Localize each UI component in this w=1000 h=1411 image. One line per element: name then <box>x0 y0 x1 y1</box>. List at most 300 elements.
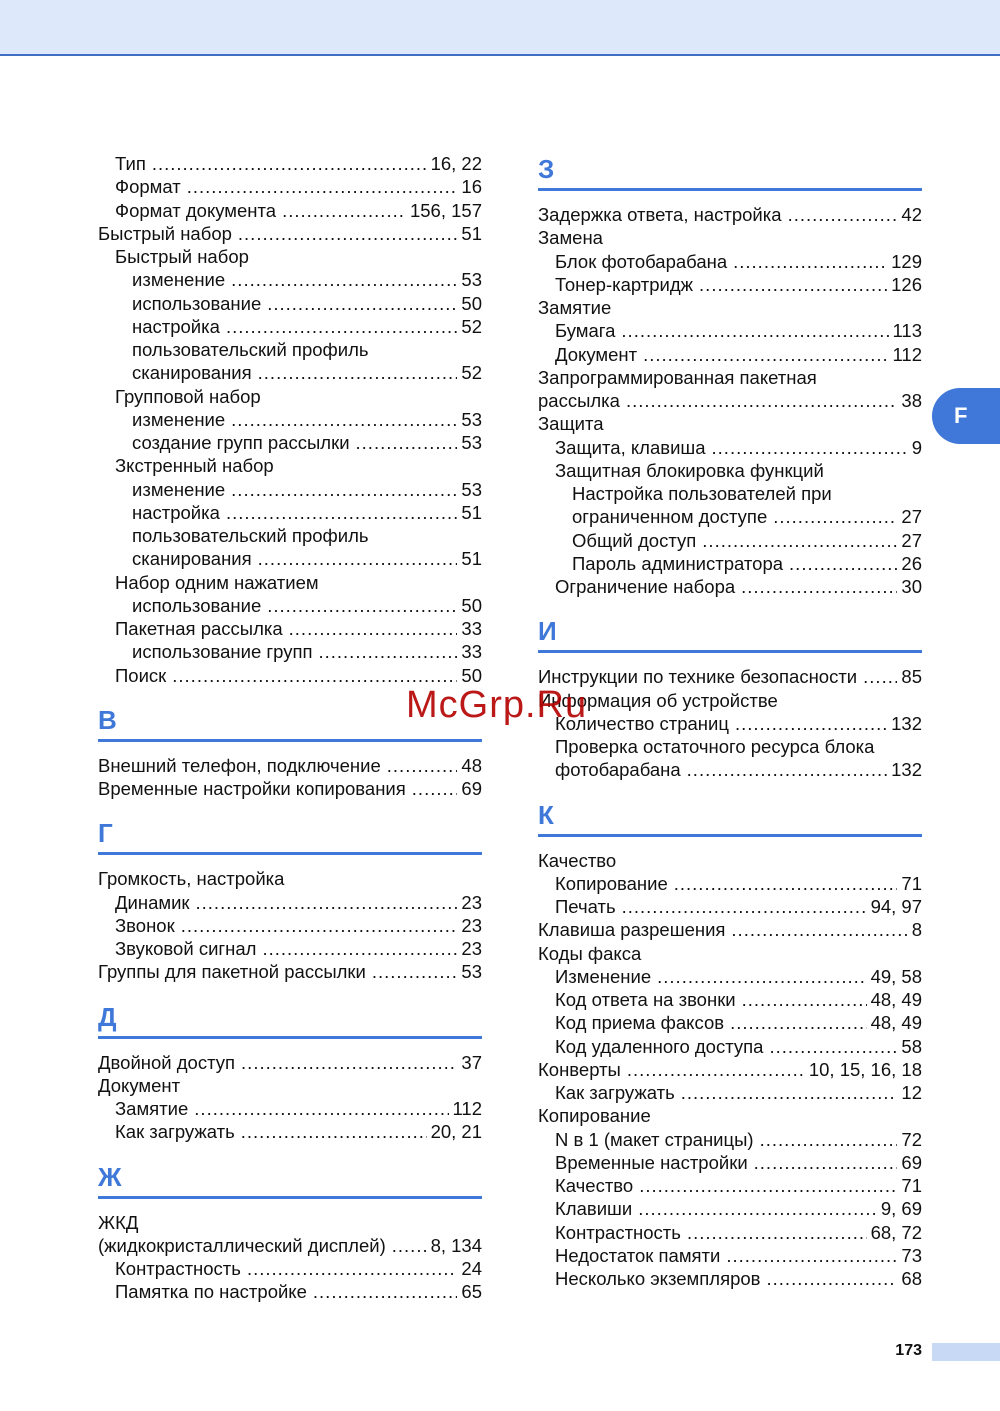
index-entry <box>538 482 922 505</box>
index-entry <box>538 758 922 781</box>
entry-page-ref[interactable]: 52 <box>461 315 482 337</box>
index-entry <box>538 575 922 598</box>
index-entry <box>98 640 482 663</box>
entry-page-ref[interactable]: 69 <box>461 778 482 799</box>
entry-page-ref[interactable]: 9, 69 <box>880 1198 922 1220</box>
dot-leader <box>863 665 897 688</box>
index-entry <box>538 250 922 273</box>
entry-page-ref[interactable]: 126 <box>891 273 922 295</box>
index-entry <box>538 1104 922 1127</box>
entry-page-ref[interactable]: 53 <box>461 432 482 453</box>
dot-leader <box>187 175 458 198</box>
entry-page-ref[interactable]: 129 <box>891 250 922 272</box>
index-continuation <box>98 152 482 687</box>
entry-term: Клавиши <box>555 1198 633 1220</box>
dot-leader <box>226 315 457 338</box>
entry-term: Групповой набор <box>115 385 261 407</box>
entry-term: Код ответа на звонки <box>555 989 736 1010</box>
index-section <box>538 782 922 1291</box>
entry-term: Формат <box>115 176 181 198</box>
chapter-tab[interactable]: F <box>932 388 1000 444</box>
index-entry <box>98 1051 482 1074</box>
entry-term: изменение <box>132 478 226 500</box>
index-entry <box>98 891 482 914</box>
index-entry <box>98 914 482 937</box>
entry-page-ref[interactable]: 73 <box>901 1244 922 1266</box>
entry-page-ref[interactable]: 72 <box>901 1128 922 1150</box>
entry-term: Общий доступ <box>572 529 697 551</box>
entry-term: Несколько экземпляров <box>555 1268 761 1289</box>
section-divider <box>98 852 482 855</box>
index-entry <box>98 361 482 384</box>
entry-term: Контрастность <box>115 1258 241 1279</box>
index-entry <box>538 226 922 249</box>
entry-page-ref[interactable]: 68 <box>901 1268 922 1289</box>
index-entry <box>538 918 922 941</box>
dot-leader <box>372 960 458 983</box>
entry-term: Замятие <box>538 297 612 318</box>
entry-page-ref[interactable]: 53 <box>461 408 482 430</box>
dot-leader <box>760 1128 898 1151</box>
entry-term: Зкстренный набор <box>115 455 274 477</box>
section-divider <box>98 739 482 742</box>
header-band <box>0 0 1000 56</box>
index-entry <box>98 408 482 431</box>
dot-leader <box>741 575 897 598</box>
index-entry <box>98 385 482 408</box>
entry-term: Временные настройки <box>555 1151 748 1173</box>
entry-term: пользовательский профиль <box>132 339 369 360</box>
index-entry <box>98 1097 482 1120</box>
entry-term: Защита, клавиша <box>555 436 706 458</box>
entry-term: Поиск <box>115 664 167 686</box>
dot-leader <box>730 1011 867 1034</box>
dot-leader <box>621 319 888 342</box>
entry-page-ref[interactable]: 71 <box>901 872 922 894</box>
entry-page-ref[interactable]: 58 <box>901 1035 922 1057</box>
entry-term: Копирование <box>538 1105 651 1127</box>
dot-leader <box>712 436 908 459</box>
dot-leader <box>181 914 458 937</box>
entry-term: ЖКД <box>98 1211 139 1233</box>
entry-page-ref[interactable]: 132 <box>891 759 922 781</box>
index-entry <box>98 1120 482 1143</box>
entry-page-ref[interactable]: 51 <box>461 222 482 244</box>
index-entry <box>98 867 482 890</box>
index-section <box>98 984 482 1144</box>
entry-term: создание групп рассылки <box>132 432 350 453</box>
entry-term: Информация об устройстве <box>538 689 778 711</box>
dot-leader <box>412 777 458 800</box>
dot-leader <box>387 754 458 777</box>
entry-page-ref[interactable]: 10, 15, 16, 18 <box>808 1058 922 1080</box>
entry-page-ref[interactable]: 33 <box>461 618 482 639</box>
dot-leader <box>767 1267 898 1290</box>
entry-term: Контрастность <box>555 1221 681 1243</box>
index-entry <box>538 319 922 342</box>
dot-leader <box>731 918 907 941</box>
dot-leader <box>735 712 887 735</box>
dot-leader <box>788 203 898 226</box>
index-entry <box>538 1197 922 1220</box>
entry-page-ref[interactable]: 132 <box>891 712 922 734</box>
dot-leader <box>773 505 897 528</box>
entry-term: Качество <box>538 849 617 871</box>
entry-page-ref[interactable]: 20, 21 <box>430 1121 482 1143</box>
entry-page-ref[interactable]: 53 <box>461 961 482 983</box>
section-divider <box>538 834 922 837</box>
entry-term: настройка <box>132 501 220 523</box>
entry-term: Документ <box>555 343 638 365</box>
index-entry <box>98 454 482 477</box>
entry-page-ref[interactable]: 38 <box>901 390 922 411</box>
section-letter: З <box>538 154 555 184</box>
dot-leader <box>392 1234 427 1257</box>
dot-leader <box>726 1244 897 1267</box>
entry-term: Настройка пользователей при <box>572 483 832 504</box>
dot-leader <box>262 937 457 960</box>
dot-leader <box>639 1174 897 1197</box>
index-entry <box>538 1244 922 1267</box>
entry-page-ref[interactable]: 8 <box>911 919 922 941</box>
index-entry <box>538 203 922 226</box>
index-entry <box>98 777 482 800</box>
entry-term: Код удаленного доступа <box>555 1035 764 1057</box>
dot-leader <box>754 1151 898 1174</box>
entry-term: Печать <box>555 896 616 917</box>
entry-page-ref[interactable]: 16, 22 <box>430 153 482 174</box>
dot-leader <box>702 529 897 552</box>
entry-term: Памятка по настройке <box>115 1281 307 1303</box>
entry-page-ref[interactable]: 23 <box>461 938 482 959</box>
entry-term: Защитная блокировка функций <box>555 459 824 481</box>
index-entry <box>98 1234 482 1257</box>
dot-leader <box>687 758 887 781</box>
dot-leader <box>733 250 887 273</box>
section-letter: Д <box>98 1001 117 1032</box>
entry-term: Динамик <box>115 891 190 913</box>
index-entry <box>538 1174 922 1197</box>
entry-term: Пакетная рассылка <box>115 618 283 639</box>
entry-term: Группы для пакетной рассылки <box>98 961 366 983</box>
index-entry <box>98 1257 482 1280</box>
entry-term: Защита <box>538 413 604 435</box>
dot-leader <box>742 988 867 1011</box>
entry-page-ref[interactable]: 85 <box>901 666 922 688</box>
index-entry <box>538 529 922 552</box>
entry-term: Изменение <box>555 965 652 987</box>
entry-term: Качество <box>555 1175 634 1196</box>
dot-leader <box>699 273 887 296</box>
entry-term: ограниченном доступе <box>572 506 768 528</box>
index-entry <box>98 960 482 983</box>
entry-page-ref[interactable]: 48, 49 <box>870 1012 922 1034</box>
index-entry <box>98 1211 482 1234</box>
index-entry <box>538 965 922 988</box>
index-entry <box>98 594 482 617</box>
entry-term: изменение <box>132 408 226 430</box>
entry-term: Копирование <box>555 872 668 894</box>
entry-term: настройка <box>132 315 220 337</box>
index-entry <box>98 478 482 501</box>
entry-term: пользовательский профиль <box>132 525 369 546</box>
entry-page-ref[interactable]: 112 <box>892 343 922 365</box>
dot-leader <box>622 895 867 918</box>
entry-term: Громкость, настройка <box>98 868 285 890</box>
index-entry <box>98 245 482 268</box>
dot-leader <box>789 552 897 575</box>
dot-leader <box>318 640 457 663</box>
index-entry <box>538 988 922 1011</box>
dot-leader <box>267 292 457 315</box>
entry-term: Конверты <box>538 1058 621 1080</box>
index-entry <box>538 1221 922 1244</box>
entry-page-ref[interactable]: 53 <box>461 269 482 291</box>
entry-page-ref[interactable]: 26 <box>901 552 922 574</box>
entry-term: Недостаток памяти <box>555 1244 721 1266</box>
index-entry <box>538 1128 922 1151</box>
dot-leader <box>267 594 457 617</box>
entry-page-ref[interactable]: 113 <box>892 320 922 342</box>
dot-leader <box>681 1081 898 1104</box>
index-entry <box>538 343 922 366</box>
index-entry <box>538 1011 922 1034</box>
dot-leader <box>152 152 427 175</box>
index-entry <box>538 1151 922 1174</box>
index-entry <box>98 222 482 245</box>
dot-leader <box>226 501 457 524</box>
index-entry <box>538 366 922 389</box>
entry-page-ref[interactable]: 52 <box>461 362 482 384</box>
entry-term: Запрограммированная пакетная <box>538 366 817 388</box>
entry-page-ref[interactable]: 24 <box>461 1258 482 1279</box>
index-entry <box>98 315 482 338</box>
section-letter: И <box>538 616 557 647</box>
entry-page-ref[interactable]: 23 <box>461 891 482 913</box>
entry-term: Документ <box>98 1074 181 1096</box>
dot-leader <box>196 891 458 914</box>
index-entry <box>98 152 482 175</box>
dot-leader <box>231 268 457 291</box>
index-section <box>98 800 482 983</box>
index-entry <box>538 872 922 895</box>
entry-page-ref[interactable]: 50 <box>461 664 482 686</box>
entry-page-ref[interactable]: 23 <box>461 914 482 936</box>
index-entry <box>98 431 482 454</box>
section-letter: В <box>98 704 117 735</box>
index-section <box>538 152 922 598</box>
entry-page-ref[interactable]: 65 <box>461 1281 482 1303</box>
dot-leader <box>687 1221 867 1244</box>
dot-leader <box>626 389 897 412</box>
dot-leader <box>627 1058 805 1081</box>
index-entry <box>98 1280 482 1303</box>
section-letter: Г <box>98 818 113 849</box>
index-entry <box>98 571 482 594</box>
section-divider <box>538 650 922 653</box>
dot-leader <box>657 965 866 988</box>
entry-page-ref[interactable]: 51 <box>461 501 482 523</box>
entry-term: Звонок <box>115 914 175 936</box>
entry-term: фотобарабана <box>555 759 681 781</box>
entry-page-ref[interactable]: 50 <box>461 292 482 314</box>
entry-page-ref[interactable]: 156, 157 <box>409 199 482 221</box>
entry-term: сканирования <box>132 548 252 570</box>
entry-term: Тонер-картридж <box>555 273 694 295</box>
entry-page-ref[interactable]: 49, 58 <box>870 965 922 987</box>
entry-page-ref[interactable]: 42 <box>901 204 922 225</box>
index-entry <box>538 1267 922 1290</box>
watermark: McGrp.Ru <box>406 684 588 726</box>
index-column-left <box>98 152 482 1304</box>
entry-term: Замена <box>538 227 603 249</box>
entry-term: рассылка <box>538 390 620 411</box>
index-entry <box>538 1081 922 1104</box>
index-entry <box>538 273 922 296</box>
section-divider <box>538 188 922 191</box>
entry-term: использование <box>132 292 262 314</box>
index-entry <box>538 735 922 758</box>
entry-term: Бумага <box>555 320 616 342</box>
index-entry <box>538 459 922 482</box>
entry-page-ref[interactable]: 27 <box>901 506 922 528</box>
index-entry <box>538 505 922 528</box>
dot-leader <box>258 547 458 570</box>
dot-leader <box>638 1197 877 1220</box>
entry-term: Быстрый набор <box>115 246 249 267</box>
entry-page-ref[interactable]: 48, 49 <box>870 989 922 1010</box>
index-entry <box>538 712 922 735</box>
entry-page-ref[interactable]: 112 <box>452 1098 482 1119</box>
entry-term: Замятие <box>115 1098 189 1119</box>
index-column-right <box>538 152 922 1290</box>
section-letter: Ж <box>98 1161 122 1192</box>
dot-leader <box>356 431 458 454</box>
entry-page-ref[interactable]: 48 <box>461 754 482 776</box>
entry-term: Пароль администратора <box>572 552 784 574</box>
entry-term: использование групп <box>132 641 313 663</box>
entry-term: Коды факса <box>538 942 642 964</box>
entry-page-ref[interactable]: 8, 134 <box>430 1234 482 1256</box>
dot-leader <box>643 343 888 366</box>
entry-page-ref[interactable]: 94, 97 <box>870 896 922 917</box>
dot-leader <box>674 872 898 895</box>
dot-leader <box>258 361 458 384</box>
entry-page-ref[interactable]: 37 <box>461 1051 482 1073</box>
index-entry <box>538 689 922 712</box>
page-number-bar <box>932 1343 1000 1361</box>
index-entry <box>538 1058 922 1081</box>
index-entry <box>98 524 482 547</box>
entry-term: Внешний телефон, подключение <box>98 754 381 776</box>
index-entry <box>538 1035 922 1058</box>
entry-term: Набор одним нажатием <box>115 571 319 593</box>
entry-term: Код приема факсов <box>555 1012 725 1034</box>
dot-leader <box>769 1035 897 1058</box>
page-number: 173 <box>895 1342 922 1359</box>
entry-term: N в 1 (макет страницы) <box>555 1128 754 1150</box>
entry-term: изменение <box>132 269 226 291</box>
entry-term: Временные настройки копирования <box>98 778 406 799</box>
entry-term: использование <box>132 594 262 616</box>
dot-leader <box>241 1120 427 1143</box>
entry-term: Как загружать <box>555 1082 675 1103</box>
index-section <box>538 598 922 781</box>
entry-page-ref[interactable]: 50 <box>461 594 482 616</box>
dot-leader <box>241 1051 457 1074</box>
entry-term: Блок фотобарабана <box>555 250 728 272</box>
index-entry <box>538 436 922 459</box>
index-entry <box>538 665 922 688</box>
index-entry <box>538 849 922 872</box>
entry-page-ref[interactable]: 16 <box>461 176 482 198</box>
entry-page-ref[interactable]: 27 <box>901 529 922 551</box>
entry-page-ref[interactable]: 12 <box>901 1082 922 1103</box>
entry-term: Ограничение набора <box>555 576 736 597</box>
section-divider <box>98 1196 482 1199</box>
entry-page-ref[interactable]: 71 <box>901 1175 922 1196</box>
index-entry <box>98 754 482 777</box>
index-entry <box>538 296 922 319</box>
dot-leader <box>231 478 457 501</box>
index-entry <box>538 895 922 918</box>
index-entry <box>98 268 482 291</box>
index-entry <box>538 389 922 412</box>
index-entry <box>98 547 482 570</box>
index-entry <box>98 292 482 315</box>
entry-term: Тип <box>115 153 146 174</box>
entry-term: Клавиша разрешения <box>538 919 726 941</box>
dot-leader <box>247 1257 457 1280</box>
entry-term: Проверка остаточного ресурса блока <box>555 736 875 757</box>
entry-page-ref[interactable]: 30 <box>901 576 922 597</box>
section-divider <box>98 1036 482 1039</box>
dot-leader <box>238 222 458 245</box>
entry-term: Быстрый набор <box>98 222 232 244</box>
entry-page-ref[interactable]: 9 <box>911 436 922 458</box>
dot-leader <box>231 408 457 431</box>
entry-page-ref[interactable]: 68, 72 <box>870 1221 922 1243</box>
entry-page-ref[interactable]: 69 <box>901 1151 922 1173</box>
index-entry <box>98 175 482 198</box>
entry-page-ref[interactable]: 33 <box>461 641 482 663</box>
entry-term: Как загружать <box>115 1121 235 1143</box>
index-entry <box>538 942 922 965</box>
index-entry <box>538 552 922 575</box>
index-entry <box>98 937 482 960</box>
dot-leader <box>194 1097 448 1120</box>
entry-term: Формат документа <box>115 199 277 221</box>
index-entry <box>538 412 922 435</box>
entry-term: сканирования <box>132 362 252 384</box>
entry-page-ref[interactable]: 53 <box>461 478 482 500</box>
entry-term: Задержка ответа, настройка <box>538 204 782 225</box>
entry-term: Инструкции по технике безопасности <box>538 666 858 688</box>
index-entry <box>98 199 482 222</box>
dot-leader <box>313 1280 458 1303</box>
index-entry <box>98 617 482 640</box>
entry-term: Количество страниц <box>555 712 729 734</box>
index-section <box>98 1144 482 1304</box>
dot-leader <box>289 617 458 640</box>
index-entry <box>98 501 482 524</box>
entry-term: (жидкокристаллический дисплей) <box>98 1234 386 1256</box>
dot-leader <box>282 199 406 222</box>
entry-page-ref[interactable]: 51 <box>461 548 482 570</box>
entry-term: Звуковой сигнал <box>115 938 257 959</box>
entry-term: Двойной доступ <box>98 1051 236 1073</box>
section-letter: К <box>538 799 554 830</box>
